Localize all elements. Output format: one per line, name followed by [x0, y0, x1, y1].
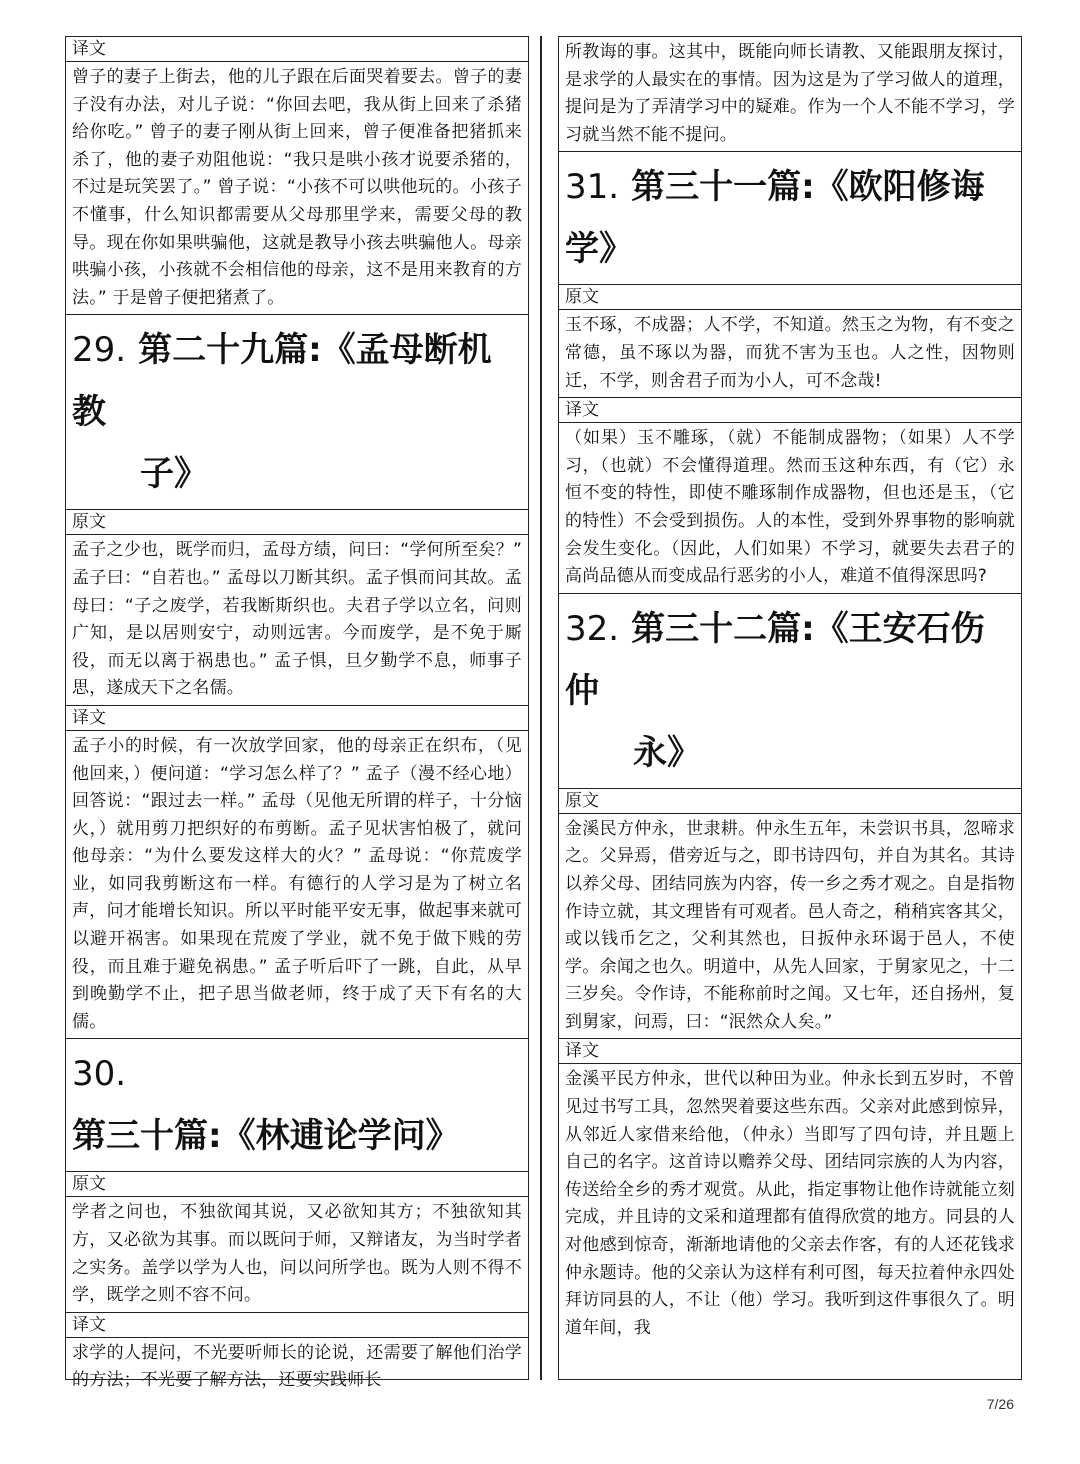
section-31-translation-label: 译文 [559, 398, 1021, 423]
section-31-original-text: 玉不琢，不成器；人不学，不知道。然玉之为物，有不变之常德，虽不琢以为器，而犹不害为玉也。人之性，因物则迁，不学，则舍君子而为小人，可不念哉! [559, 310, 1021, 398]
section-29-number: 29. [72, 330, 127, 371]
section-29-title-line1: 第二十九篇:《孟母断机教 [72, 330, 492, 433]
section-30-heading [66, 1039, 528, 1172]
left-column [65, 36, 529, 1391]
section-32-original-text: 金溪民方仲永，世隶耕。仲永生五年，未尝识书具，忽啼求之。父异焉，借旁近与之，即书诗四句，并自为其名。其诗以养父母、团结同族为内容，传一乡之秀才观之。自是指物作诗立就，其文理皆有可观者。邑人奇之，稍稍宾客其父，或以钱币乞之，父利其然也，日扳仲永环谒于邑人，不使学。余闻之也久。明道中，从先人回家，于舅家见之，十二三岁矣。令作诗，不能称前时之闻。又七年，还自扬州，复到舅家，问焉，曰：“泯然众人矣。” [559, 814, 1021, 1040]
section-28-translation-text: 曾子的妻子上街去，他的儿子跟在后面哭着要去。曾子的妻子没有办法，对儿子说：“你回去吧，我从街上回来了杀猪给你吃。” 曾子的妻子刚从街上回来，曾子便准备把猪抓来杀了，他的妻子劝阻他说：“我只是哄小孩才说要杀猪的，不过是玩笑罢了。” 曾子说：“小孩不可以哄他玩的。小孩子不懂事，什么知识都需要从父母那里学来，需要父母的教导。现在你如果哄骗他，这就是教导小孩去哄骗他人。母亲哄骗小孩，小孩就不会相信他的母亲，这不是用来教育的方法。” 于是曾子便把猪煮了。 [66, 62, 528, 315]
page-number: 7/26 [986, 1396, 1014, 1412]
section-29-title-line2: 子》 [140, 454, 208, 495]
right-column [558, 36, 1022, 1380]
section-31-translation-text: （如果）玉不雕琢，（就）不能制成器物；（如果）人不学习，（也就）不会懂得道理。然而玉这种东西，有（它）永恒不变的特性，即使不雕琢制作成器物，但也还是玉，（它的特性）不会受到损伤。人的本性，受到外界事物的影响就会发生变化。（因此，人们如果）不学习，就要失去君子的高尚品德从而变成品行恶劣的小人，难道不值得深思吗? [559, 423, 1021, 594]
section-32-title-line1: 第三十二篇:《王安石伤仲 [565, 608, 985, 711]
section-30-translation-label: 译文 [66, 1313, 528, 1338]
section-30-translation-text-part2: 所教诲的事。这其中，既能向师长请教、又能跟朋友探讨，是求学的人最实在的事情。因为这是为了学习做人的道理，提问是为了弄清学习中的疑难。作为一个人不能不学习，学习就当然不能不提问。 [559, 37, 1021, 152]
section-28-translation-label: 译文 [66, 37, 528, 62]
section-31-title: 第三十一篇:《欧阳修诲学》 [565, 167, 985, 270]
section-29-original-label: 原文 [66, 510, 528, 535]
section-31-original-label: 原文 [559, 285, 1021, 310]
section-30-translation-text-part1: 求学的人提问，不光要听师长的论说，还需要了解他们治学的方法；不光要了解方法，还要实践师长 [72, 1342, 522, 1391]
section-29-original-text: 孟子之少也，既学而归，孟母方绩，问曰：“学何所至矣？” 孟子曰：“自若也。” 孟母以刀断其织。孟子惧而问其故。孟母曰：“子之废学，若我断斯织也。夫君子学以立名，问则广知，是以居则安宁，动则远害。今而废学，是不免于厮役，而无以离于祸患也。” 孟子惧，旦夕勤学不息，师事子思，遂成天下之名儒。 [66, 535, 528, 706]
section-32-translation-text: 金溪平民方仲永，世代以种田为业。仲永长到五岁时，不曾见过书写工具，忽然哭着要这些东西。父亲对此感到惊异，从邻近人家借来给他，（仲永）当即写了四句诗，并且题上自己的名字。这首诗以赡养父母、团结同宗族的人为内容，传送给全乡的秀才观赏。从此，指定事物让他作诗就能立刻完成，并且诗的文采和道理都有值得欣赏的地方。同县的人对他感到惊奇，渐渐地请他的父亲去作客，有的人还花钱求仲永题诗。他的父亲认为这样有利可图，每天拉着仲永四处拜访同县的人，不让（他）学习。我听到这件事很久了。明道年间，我 [565, 1069, 1015, 1338]
section-32-heading [559, 594, 1021, 789]
section-30-title: 第三十篇:《林逋论学问》 [72, 1116, 460, 1157]
section-29-translation-label: 译文 [66, 706, 528, 731]
section-32-title-line2: 永》 [633, 732, 701, 773]
section-32-number: 32. [565, 608, 620, 649]
section-29-translation-text: 孟子小的时候，有一次放学回家，他的母亲正在织布，（见他回来，）便问道：“学习怎么样了？” 孟子（漫不经心地）回答说：“跟过去一样。” 孟母（见他无所谓的样子，十分恼火，）就用剪刀把织好的布剪断。孟子见状害怕极了，就问他母亲：“为什么要发这样大的火？” 孟母说：“你荒废学业，如同我剪断这布一样。有德行的人学习是为了树立名声，问才能增长知识。所以平时能平安无事，做起事来就可以避开祸害。如果现在荒废了学业，就不免于做下贱的劳役，而且难于避免祸患。” 孟子听后吓了一跳，自此，从早到晚勤学不止，把子思当做老师，终于成了天下有名的大儒。 [66, 731, 528, 1040]
section-32-original-label: 原文 [559, 789, 1021, 814]
column-divider [540, 36, 542, 1380]
section-31-heading [559, 152, 1021, 285]
section-32-translation-label: 译文 [559, 1039, 1021, 1064]
section-30-original-label: 原文 [66, 1172, 528, 1197]
section-30-number: 30. [72, 1054, 127, 1095]
section-29-heading [66, 315, 528, 510]
section-31-number: 31. [565, 167, 620, 208]
section-30-original-text: 学者之问也，不独欲闻其说，又必欲知其方；不独欲知其方，又必欲为其事。而以既问于师，又辩诸友，为当时学者之实务。盖学以学为人也，问以问所学也。既为人则不得不学，既学之则不容不问。 [66, 1197, 528, 1312]
